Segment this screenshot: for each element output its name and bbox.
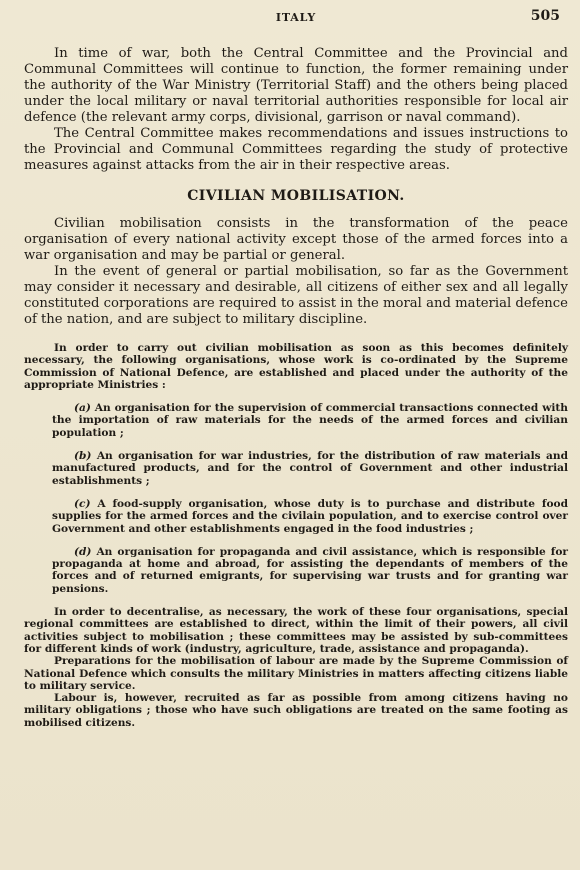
list-item-a [24, 402, 568, 439]
item-label: (a) [74, 402, 91, 415]
item-text: An organisation for propaganda and civil assistance, which is responsible for propaganda at home and abroad, for assisting the dependants of members of the forces and of returned emigrants, for supervising war trusts and for granting war pensions. [52, 545, 568, 595]
item-label: (c) [74, 497, 91, 510]
list-item-c [24, 498, 568, 535]
list-item-d [24, 546, 568, 595]
paragraph-labour-preparations: Preparations for the mobilisation of labour are made by the Supreme Commission of National Defence which consults the military Ministries in matters affecting citizens liable to military service. [24, 655, 568, 692]
list-item-b [24, 450, 568, 487]
item-text: An organisation for the supervision of commercial transactions connected with the importation of raw materials for the needs of the armed forces and civilian population ; [52, 402, 568, 439]
item-label: (b) [74, 450, 92, 463]
item-label: (d) [74, 545, 92, 558]
paragraph-labour-recruitment: Labour is, however, recruited as far as possible from among citizens having no military obligations ; those who have such obligations are treated on the same footing as mobilised citizens. [24, 692, 568, 729]
civilian-mobilisation-section [24, 216, 568, 328]
running-header [24, 8, 568, 30]
paragraph-mobilisation-definition: Civilian mobilisation consists in the transformation of the peace organisation of every national activity except those of the armed forces into a war organisation and may be partial or general. [24, 216, 568, 263]
paragraph-citizens-obligation: In the event of general or partial mobilisation, so far as the Government may consider it necessary and desirable, all citizens of either sex and all legally constituted corporations are required to assist in the moral and material defence of the nation, and are subject to military discipline. [24, 264, 568, 327]
running-title: ITALY [275, 11, 317, 24]
page-number: 505 [530, 8, 560, 24]
item-text: An organisation for war industries, for the distribution of raw materials and manufactured products, and for the control of Government and other industrial establishments ; [52, 450, 568, 487]
paragraph-central-committee: The Central Committee makes recommendations and issues instructions to the Provincial and Communal Committees regarding the study of protective measures against attacks from the air in their respective areas. [24, 126, 568, 173]
spacer [24, 328, 568, 342]
paragraph-regional-committees: In order to decentralise, as necessary, the work of these four organisations, special regional committees are established to direct, within the limit of their powers, all civil activities subject to mobilisation ; these committees may be assisted by sub-committees for different kinds of work (industry, agriculture, trade, assistance and propaganda). [24, 606, 568, 655]
section-heading: CIVILIAN MOBILISATION. [187, 188, 405, 204]
item-text: A food-supply organisation, whose duty is to purchase and distribute food supplies for the armed forces and the civilain population, and to exercise control over Government and other establishments engaged in the food industries ; [52, 497, 568, 535]
paragraph-war-committees: In time of war, both the Central Committee and the Provincial and Communal Committees will continue to function, the former remaining under the authority of the War Ministry (Territorial Staff) and the others being placed under the local military or naval territorial authorities responsible for local air defence (the relevant army corps, divisional, garrison or naval command). [24, 46, 568, 125]
small-print-section [24, 342, 568, 729]
intro-section [24, 46, 568, 174]
paragraph-organisations-lead: In order to carry out civilian mobilisation as soon as this becomes definitely necessary, the following organisations, whose work is co-ordinated by the Supreme Commission of National Defence, are established and placed under the authority of the appropriate Ministries : [24, 342, 568, 391]
